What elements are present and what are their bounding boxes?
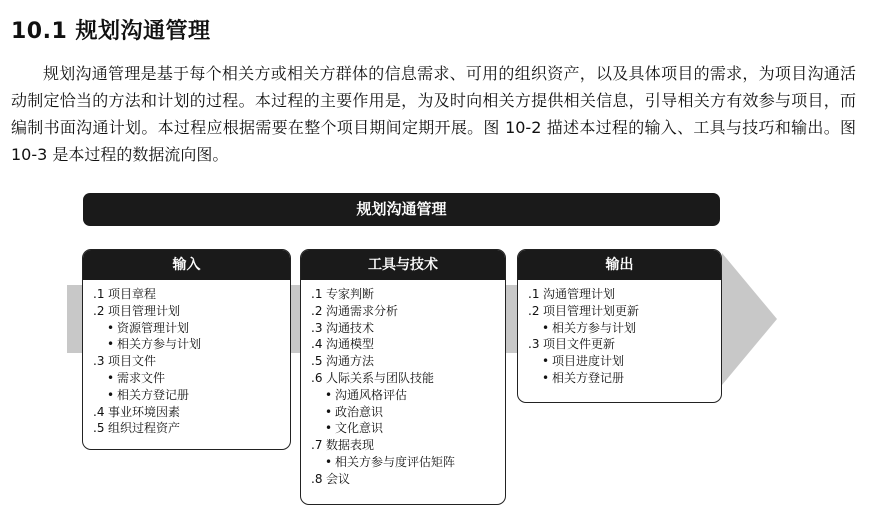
list-item bbox=[93, 303, 290, 320]
list-item bbox=[311, 286, 505, 303]
item-number: .3 bbox=[311, 320, 323, 335]
outputs-box bbox=[517, 249, 722, 403]
item-label: 人际关系与团队技能 bbox=[326, 370, 435, 385]
tools-header: 工具与技术 bbox=[301, 250, 505, 280]
sub-list-item bbox=[93, 320, 290, 337]
sub-list-item bbox=[93, 370, 290, 387]
list-item bbox=[93, 286, 290, 303]
item-label: 相关方参与计划 bbox=[117, 337, 202, 352]
item-label: 组织过程资产 bbox=[108, 421, 181, 436]
item-label: 项目进度计划 bbox=[552, 354, 625, 369]
list-item bbox=[528, 336, 721, 353]
item-label: 沟通技术 bbox=[326, 320, 375, 335]
sub-list-item bbox=[528, 370, 721, 387]
list-item bbox=[311, 320, 505, 337]
inputs-box bbox=[82, 249, 291, 450]
item-label: 文化意识 bbox=[335, 421, 384, 436]
list-item bbox=[311, 471, 505, 488]
process-title-bar: 规划沟通管理 bbox=[83, 193, 720, 226]
item-label: 会议 bbox=[326, 471, 351, 486]
item-number: .4 bbox=[93, 404, 105, 419]
item-label: 相关方参与计划 bbox=[552, 320, 637, 335]
item-label: 项目管理计划 bbox=[108, 303, 181, 318]
item-label: 相关方参与度评估矩阵 bbox=[335, 454, 456, 469]
item-label: 沟通需求分析 bbox=[326, 303, 399, 318]
sub-list-item bbox=[311, 454, 505, 471]
item-number: .2 bbox=[528, 303, 540, 318]
outputs-header: 输出 bbox=[518, 250, 721, 280]
intro-paragraph: 规划沟通管理是基于每个相关方或相关方群体的信息需求、可用的组织资产，以及具体项目的需求，为项目沟通活动制定恰当的方法和计划的过程。本过程的主要作用是，为及时向相关方提供相关信息，引导相关方有效参与项目，而编制书面沟通计划。本过程应根据需要在整个项目期间定期开展。图 10-2 描述本过程的输入、工具与技巧和输出。图 10-3 是本过程的数据流向图。 bbox=[11, 64, 856, 164]
tools-list bbox=[301, 280, 505, 488]
item-number: .4 bbox=[311, 337, 323, 352]
inputs-list bbox=[83, 280, 290, 437]
item-number: .3 bbox=[528, 337, 540, 352]
list-item bbox=[311, 303, 505, 320]
sub-list-item bbox=[93, 336, 290, 353]
sub-list-item bbox=[528, 353, 721, 370]
list-item bbox=[528, 303, 721, 320]
item-label: 政治意识 bbox=[335, 404, 384, 419]
item-number: .5 bbox=[93, 421, 105, 436]
item-number: .2 bbox=[311, 303, 323, 318]
item-number: .1 bbox=[528, 287, 540, 301]
item-number: .2 bbox=[93, 303, 105, 318]
item-label: 需求文件 bbox=[117, 370, 166, 385]
sub-list-item bbox=[311, 387, 505, 404]
list-item bbox=[93, 420, 290, 437]
item-label: 相关方登记册 bbox=[117, 387, 190, 402]
item-label: 沟通风格评估 bbox=[335, 387, 408, 402]
list-item bbox=[93, 353, 290, 370]
item-label: 数据表现 bbox=[326, 438, 375, 453]
outputs-list bbox=[518, 280, 721, 387]
item-label: 专家判断 bbox=[326, 287, 375, 301]
list-item bbox=[311, 353, 505, 370]
item-label: 沟通模型 bbox=[326, 337, 375, 352]
item-number: .1 bbox=[311, 287, 323, 301]
item-label: 相关方登记册 bbox=[552, 370, 625, 385]
inputs-header: 输入 bbox=[83, 250, 290, 280]
item-number: .8 bbox=[311, 471, 323, 486]
tools-box bbox=[300, 249, 506, 505]
item-number: .1 bbox=[93, 287, 105, 301]
list-item bbox=[311, 370, 505, 387]
section-heading: 10.1 规划沟通管理 bbox=[11, 19, 211, 44]
sub-list-item bbox=[311, 404, 505, 421]
item-label: 项目章程 bbox=[108, 287, 157, 301]
item-number: .3 bbox=[93, 354, 105, 369]
sub-list-item bbox=[93, 387, 290, 404]
item-label: 资源管理计划 bbox=[117, 320, 190, 335]
item-label: 沟通方法 bbox=[326, 354, 375, 369]
list-item bbox=[528, 286, 721, 303]
item-label: 项目管理计划更新 bbox=[543, 303, 640, 318]
item-number: .7 bbox=[311, 438, 323, 453]
sub-list-item bbox=[528, 320, 721, 337]
list-item bbox=[311, 336, 505, 353]
list-item bbox=[311, 437, 505, 454]
list-item bbox=[93, 404, 290, 421]
item-label: 事业环境因素 bbox=[108, 404, 181, 419]
item-number: .6 bbox=[311, 370, 323, 385]
sub-list-item bbox=[311, 420, 505, 437]
item-number: .5 bbox=[311, 354, 323, 369]
item-label: 项目文件 bbox=[108, 354, 157, 369]
item-label: 项目文件更新 bbox=[543, 337, 616, 352]
item-label: 沟通管理计划 bbox=[543, 287, 616, 301]
